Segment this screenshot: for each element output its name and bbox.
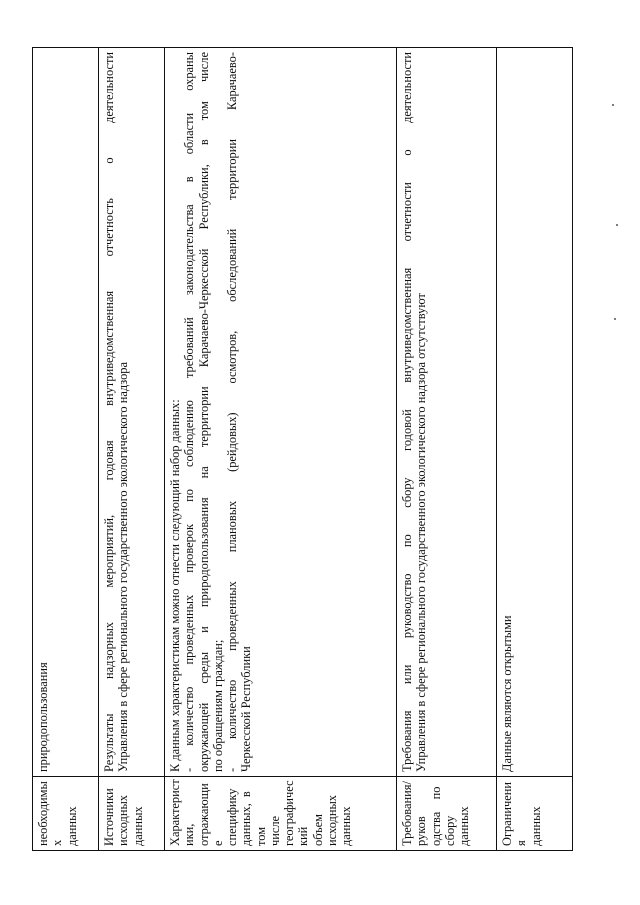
header-line: специфику — [225, 788, 240, 846]
content-line: окружающей среды и природопользования на территории Карачаево-Черкесской Республики, в том числе — [196, 52, 211, 772]
content-line: - количество проведенных плановых (рейдовых) осмотров, обследований территории Карачаево- — [225, 52, 240, 772]
header-line: Источники — [102, 788, 116, 846]
header-line: Ограничени — [500, 782, 514, 846]
row-header-cell — [165, 777, 397, 851]
header-line: я — [514, 840, 529, 846]
content-line: Черкесской Республики — [239, 646, 254, 772]
row-header-cell — [397, 777, 497, 851]
scan-speck — [614, 318, 616, 320]
header-line: ики, — [182, 823, 197, 846]
header-line: Требования/ — [400, 781, 414, 846]
table-row — [397, 48, 497, 851]
header-line: одства по — [428, 786, 443, 846]
row-header-cell — [497, 777, 573, 851]
row-header-cell — [99, 777, 165, 851]
content-line: Требования или руководство по сбору годовой внутриведомственная отчетности о деятельности — [400, 52, 414, 772]
header-line: е — [210, 840, 225, 846]
scan-speck — [612, 104, 614, 106]
header-line: объем — [310, 814, 325, 846]
header-line: числе — [267, 815, 282, 846]
header-line: данных, в — [239, 791, 254, 846]
header-line: необходимы — [36, 781, 50, 846]
content-line: Управления в сфере регионального государственного экологического надзора — [116, 362, 131, 772]
content-line: - количество проведенных проверок по соблюдению требований законодательства в области охраны — [182, 52, 197, 772]
header-line: руков — [414, 816, 429, 846]
header-line: географичес — [282, 780, 297, 846]
table-row — [99, 48, 165, 851]
content-line: природопользования — [36, 662, 50, 772]
content-line: Данные являются открытыми — [500, 615, 514, 772]
header-line: данных — [528, 806, 543, 846]
header-line: исходных — [116, 795, 131, 846]
header-line: исходных — [324, 795, 339, 846]
row-header-cell — [33, 777, 99, 851]
passport-table — [32, 47, 573, 851]
table-row — [165, 48, 397, 851]
row-content-cell — [397, 48, 497, 777]
table-row — [33, 48, 99, 851]
content-line: Результаты надзорных мероприятий, годовая внутриведомственная отчетность о деятельности — [102, 52, 116, 772]
header-line: данных — [339, 806, 354, 846]
header-line: сбору — [442, 815, 457, 846]
header-line: данных — [130, 806, 145, 846]
row-content-cell — [497, 48, 573, 777]
row-content-cell — [99, 48, 165, 777]
content-line: Управления в сфере регионального государственного экологического надзора отсутствуют — [414, 293, 429, 772]
content-line: К данным характеристикам можно отнести следующий набор данных: — [168, 399, 182, 772]
content-line: по обращениям граждан; — [210, 639, 225, 772]
header-line: Характерист — [168, 779, 182, 846]
header-line: данных — [457, 806, 472, 846]
header-line: кий — [296, 826, 311, 846]
table-row — [497, 48, 573, 851]
header-line: том — [253, 826, 268, 846]
row-content-cell — [165, 48, 397, 777]
header-line: х — [50, 839, 65, 846]
scan-speck — [616, 224, 618, 226]
header-line: данных — [64, 806, 79, 846]
rotated-table-frame — [32, 47, 572, 851]
header-line: отражающи — [196, 783, 211, 846]
row-content-cell — [33, 48, 99, 777]
